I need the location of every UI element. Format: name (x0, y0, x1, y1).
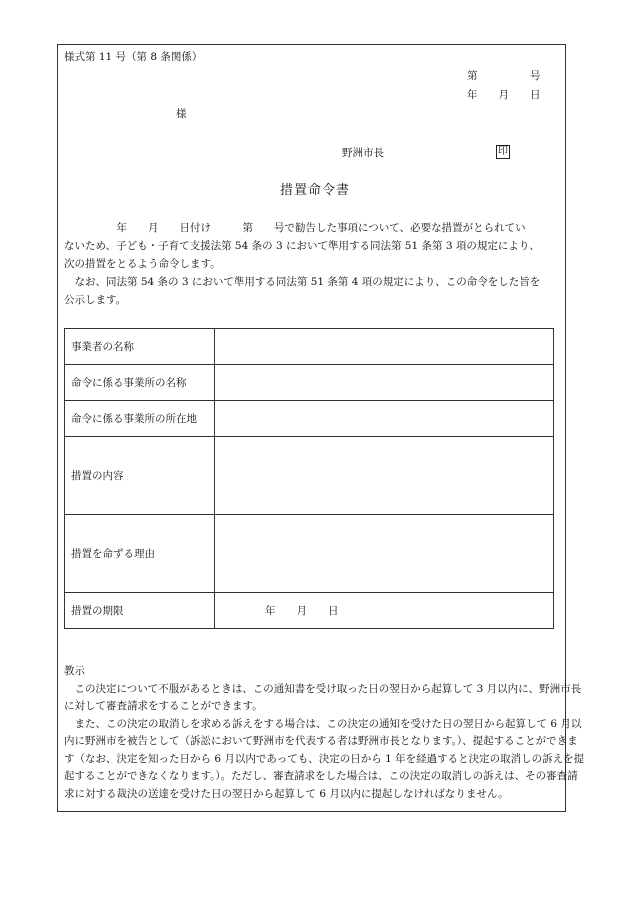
instructions-section (64, 663, 585, 803)
body-line-2: ないため、子ども・子育て支援法第 54 条の 3 において準用する同法第 51 条第 3 項の規定により、 (64, 240, 540, 252)
table-row (65, 593, 554, 629)
deadline-date-field[interactable] (215, 593, 554, 629)
document-number: 第 号 (467, 70, 541, 82)
table-row (65, 437, 554, 515)
addressee-suffix: 様 (176, 108, 187, 120)
row-label: 命令に係る事業所の名称 (65, 365, 215, 401)
table-row (65, 401, 554, 437)
body-line-3: 次の措置をとるよう命令します。 (64, 258, 221, 270)
table-row (65, 365, 554, 401)
instructions-line: また、この決定の取消しを求める訴えをする場合は、この決定の通知を受けた日の翌日から起算して 6 月以 (64, 717, 582, 730)
instructions-line: 内に野洲市を被告として（訴訟において野洲市を代表する者は野洲市長となります。）、提起することができま (64, 735, 578, 747)
instructions-line: す（なお、決定を知った日から 6 月以内であっても、決定の日から 1 年を経過すると決定の取消しの訴えを提 (64, 752, 585, 765)
row-label: 措置の内容 (65, 437, 215, 515)
row-value-field[interactable] (215, 365, 554, 401)
row-label: 命令に係る事業所の所在地 (65, 401, 215, 437)
instructions-line: 起することができなくなります。）。ただし、審査請求をした場合は、この決定の取消しの訴えは、その審査請 (64, 770, 578, 782)
table-row (65, 515, 554, 593)
instructions-line: に対して審査請求をすることができます。 (64, 700, 263, 712)
body-line-5: 公示します。 (64, 294, 127, 306)
document-title: 措置命令書 (279, 183, 350, 198)
instructions-line: この決定について不服があるときは、この通知書を受け取った日の翌日から起算して 3 月以内に、野洲市長 (64, 682, 582, 695)
row-label: 事業者の名称 (65, 329, 215, 365)
seal-mark: 印 (498, 146, 508, 157)
row-value-field[interactable] (215, 329, 554, 365)
body-line-4: なお、同法第 54 条の 3 において準用する同法第 51 条第 4 項の規定により、この命令をした旨を (64, 276, 541, 288)
row-value-field[interactable] (215, 515, 554, 593)
row-label: 措置の期限 (65, 593, 215, 629)
instructions-line: 求に対する裁決の送達を受けた日の翌日から起算して 6 月以内に提起しなければなりません。 (64, 787, 509, 800)
body-line-1: 年 月 日付け 第 号で勧告した事項について、必要な措置がとられてい (64, 222, 526, 234)
table-row (65, 329, 554, 365)
deadline-date-text: 年 月 日 (265, 605, 339, 617)
order-details-table (64, 328, 554, 629)
row-label: 措置を命ずる理由 (65, 515, 215, 593)
row-value-field[interactable] (215, 437, 554, 515)
issuer-name: 野洲市長 (342, 147, 384, 159)
row-value-field[interactable] (215, 401, 554, 437)
instructions-heading: 教示 (64, 665, 85, 677)
form-label: 様式第 11 号（第 8 条関係） (64, 51, 203, 63)
issue-date: 年 月 日 (467, 89, 541, 101)
